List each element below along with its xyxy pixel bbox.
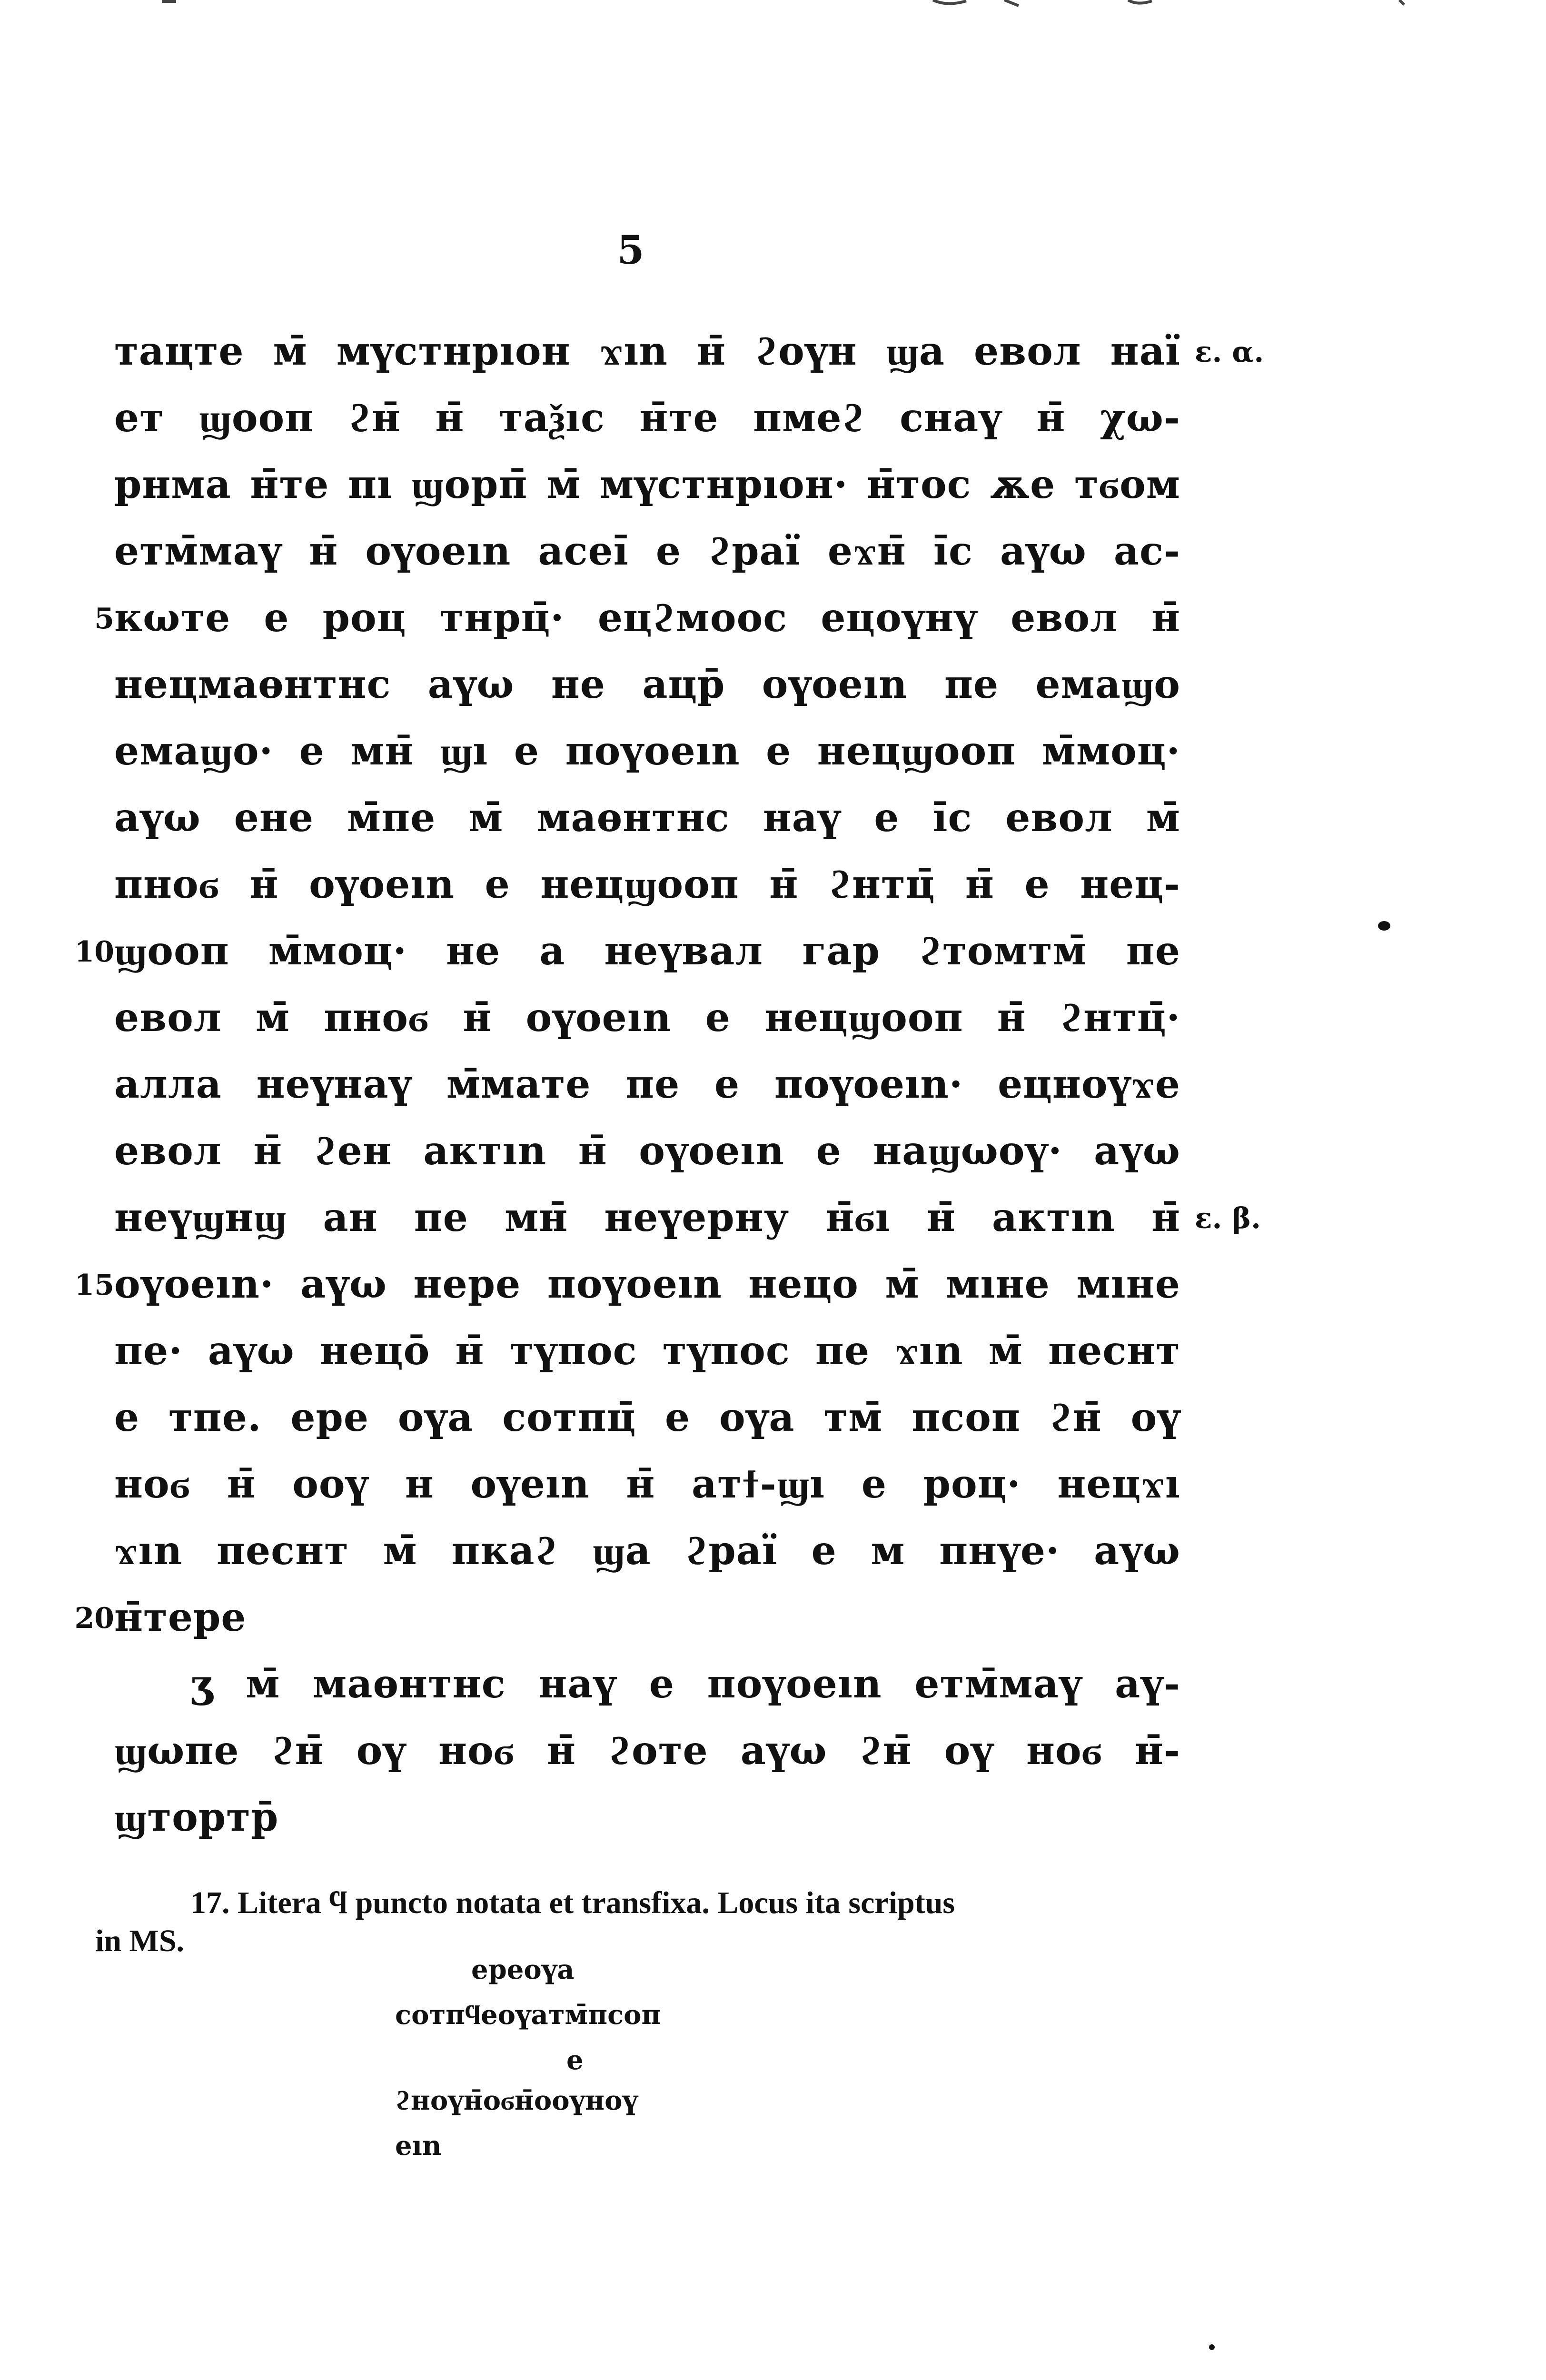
- text-line: алла неүнаү м̄мате пе е поүоеın· ецноүϫе: [114, 1061, 1180, 1107]
- text-line: н̄тере: [114, 1595, 247, 1640]
- ms-line: сотпϥеоүатм̄псоп: [395, 1999, 661, 2031]
- margin-note: ε. α.: [1195, 336, 1264, 369]
- text-line: оүоеın· аүω нере поүоеın нецо м̄ мıне мıне: [114, 1261, 1180, 1307]
- text-line: евол н̄ ϩен актın н̄ оүоеın е наϣωоү· аүω: [114, 1128, 1180, 1174]
- text-line: нецмаѳнтнс аүω не ацр̄ оүоеın пе емаϣо: [114, 662, 1180, 707]
- text-line: кωте е роц тнрц̄· ецϩмоос ецоүнү евол н̄: [114, 595, 1180, 641]
- text-line: ноϭ н̄ ооү н оүеın н̄ атϯ-ϣı е роц· нецϫı: [114, 1461, 1180, 1507]
- text-line: ӡ м̄ маѳнтнс наү е поүоеın етм̄маү аү-: [190, 1661, 1180, 1707]
- text-line: ϣооп м̄моц· не а неүвал гар ϩтомтм̄ пе: [114, 928, 1180, 974]
- ms-line: еın: [395, 2130, 442, 2162]
- text-line: емаϣо· е мн̄ ϣı е поүоеın е нецϣооп м̄моц·: [114, 728, 1180, 774]
- margin-note: ε. β.: [1195, 1202, 1261, 1235]
- text-line: неүϣнϣ ан пе мн̄ неүерну н̄ϭı н̄ актın н̄: [114, 1195, 1180, 1240]
- line-number: 5: [94, 602, 114, 635]
- footnote-line: 17. Litera ϥ puncto notata et transfixa. Locus ita scriptus: [190, 1885, 955, 1920]
- ms-line: е: [566, 2044, 584, 2076]
- text-line: ϫın песнт м̄ пкаϩ ϣа ϩраї е м пнүе· аүω: [114, 1528, 1180, 1574]
- text-line: пноϭ н̄ оүоеın е нецϣооп н̄ ϩнтц̄ н̄ е нец-: [114, 862, 1180, 907]
- ms-line: ереоүа: [471, 1954, 575, 1985]
- text-line: пе· аүω нецо̄ н̄ түпос түпос пе ϫın м̄ песнт: [114, 1328, 1180, 1374]
- line-number: 15: [74, 1269, 114, 1302]
- text-line: тацте м̄ мүстнрıон ϫın н̄ ϩоүн ϣа евол наї: [114, 328, 1180, 374]
- stray-ink-mark: [1378, 921, 1390, 931]
- ms-line: ϩноүн̄оϭн̄ооүноү: [395, 2085, 638, 2116]
- stray-ink-mark: [1209, 2344, 1215, 2350]
- page-number: 5: [617, 228, 644, 273]
- text-line: етм̄маү н̄ оүоеın асеı̄ е ϩраї еϫн̄ ı̄с аүω ас-: [114, 528, 1180, 574]
- scan-artifact-marks: [0, 0, 1546, 14]
- line-number: 20: [74, 1602, 114, 1635]
- text-line: ϣωпе ϩн̄ оү ноϭ н̄ ϩоте аүω ϩн̄ оү ноϭ н̄-: [114, 1728, 1180, 1774]
- page-edge-marks: [0, 0, 1546, 14]
- text-line: евол м̄ пноϭ н̄ оүоеın е нецϣооп н̄ ϩнтц̄·: [114, 995, 1180, 1041]
- text-line: рнма н̄те пı ϣорп̄ м̄ мүстнрıон· н̄тос ѫе тϭом: [114, 462, 1180, 507]
- text-line: аүω ене м̄пе м̄ маѳнтнс наү е ı̄с евол м̄: [114, 795, 1180, 841]
- footnote-line: in MS.: [95, 1924, 185, 1958]
- text-line: ϣтортр̄: [114, 1795, 279, 1840]
- text-line: е тпе. ере оүа сотпц̄ е оүа тм̄ псоп ϩн̄ оү: [114, 1395, 1180, 1440]
- line-number: 10: [74, 935, 114, 969]
- text-line: ет ϣооп ϩн̄ н̄ таѯıс н̄те пмеϩ снаү н̄ χω-: [114, 395, 1180, 441]
